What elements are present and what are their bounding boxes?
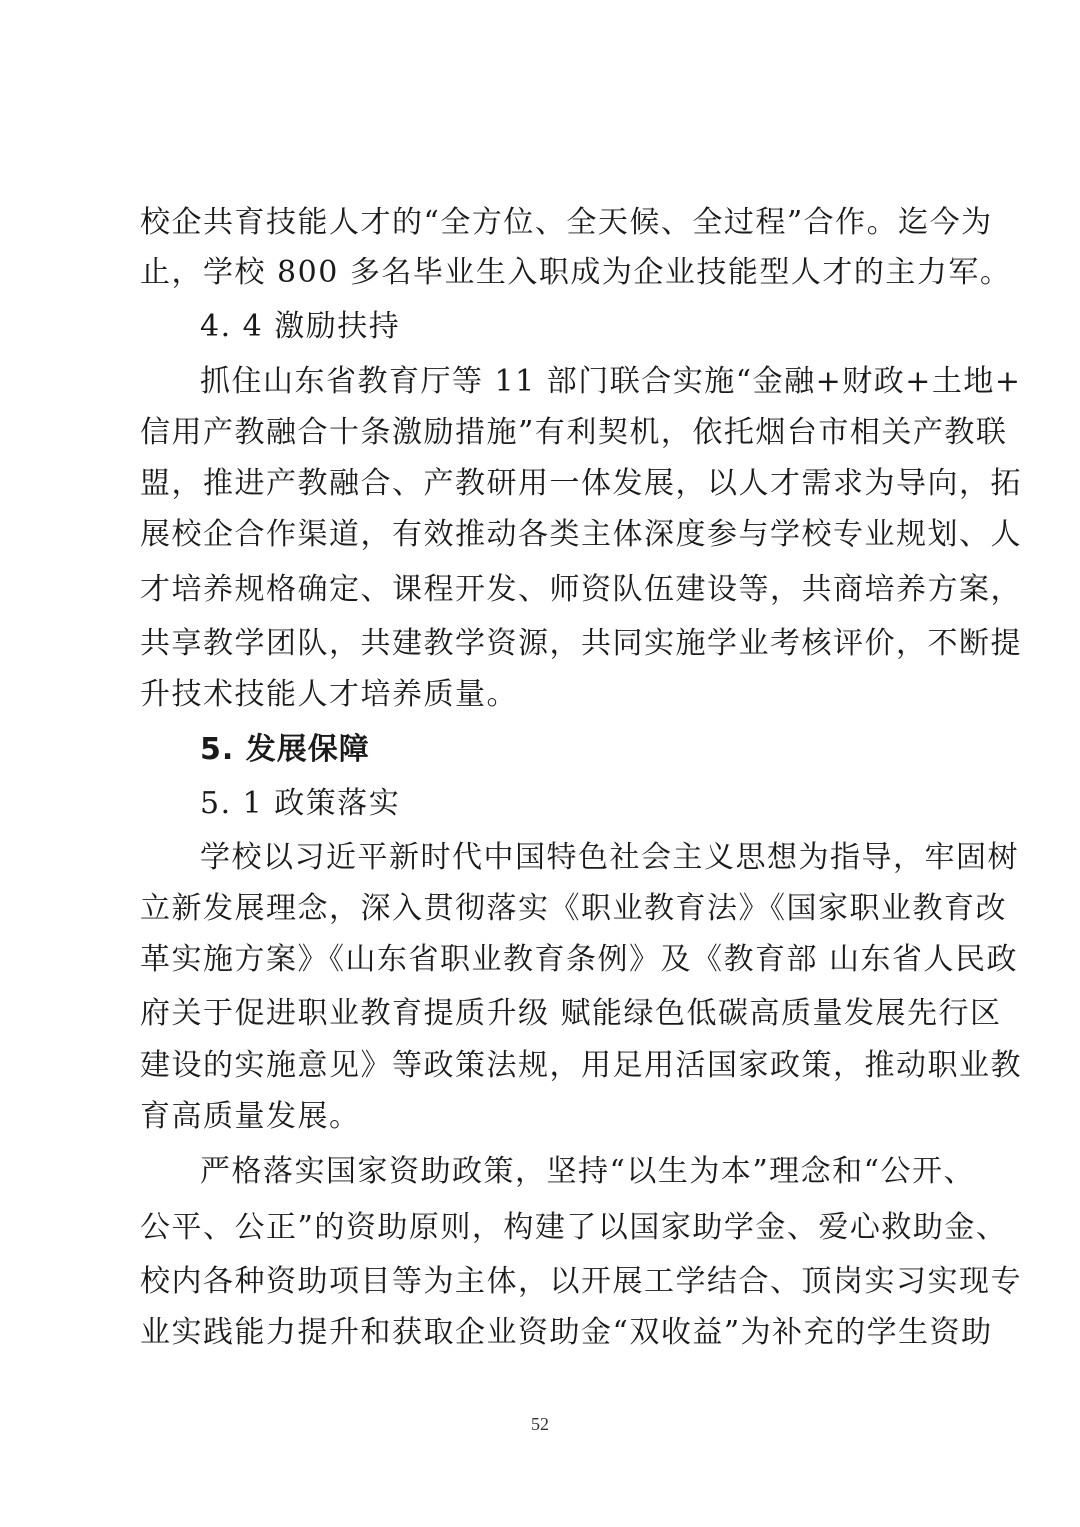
paragraph-line: 共享教学团队，共建教学资源，共同实施学业考核评价，不断提 — [140, 626, 1022, 661]
paragraph-line: 校企共育技能人才的“全方位、全天候、全过程”合作。迄今为 — [140, 205, 993, 240]
paragraph-line: 府关于促进职业教育提质升级 赋能绿色低碳高质量发展先行区 — [140, 996, 1002, 1031]
paragraph-line: 业实践能力提升和获取企业资助金“双收益”为补充的学生资助 — [140, 1315, 993, 1350]
paragraph-line: 学校以习近平新时代中国特色社会主义思想为指导，牢固树 — [200, 840, 1019, 875]
paragraph-line: 育高质量发展。 — [140, 1099, 361, 1134]
paragraph-line: 才培养规格确定、课程开发、师资队伍建设等，共商培养方案， — [140, 572, 1022, 607]
paragraph-line: 建设的实施意见》等政策法规，用足用活国家政策，推动职业教 — [140, 1048, 1022, 1083]
paragraph-line: 严格落实国家资助政策，坚持“以生为本”理念和“公开、 — [200, 1154, 976, 1189]
paragraph-line: 信用产教融合十条激励措施”有利契机，依托烟台市相关产教联 — [140, 415, 1008, 450]
section-heading-4-4: 4. 4 激励扶持 — [200, 309, 401, 344]
section-heading-5-1: 5. 1 政策落实 — [200, 786, 401, 821]
page-number: 52 — [531, 1414, 549, 1434]
paragraph-line: 公平、公正”的资助原则，构建了以国家助学金、爱心救助金、 — [140, 1210, 1008, 1245]
paragraph-line: 立新发展理念，深入贯彻落实《职业教育法》《国家职业教育改 — [140, 891, 1007, 926]
paragraph-line: 校内各种资助项目等为主体，以开展工学结合、顶岗实习实现专 — [140, 1264, 1022, 1299]
paragraph-line: 展校企合作渠道，有效推动各类主体深度参与学校专业规划、人 — [140, 517, 1022, 552]
paragraph-line: 盟，推进产教融合、产教研用一体发展，以人才需求为导向，拓 — [140, 466, 1022, 501]
paragraph-line: 革实施方案》《山东省职业教育条例》及《教育部 山东省人民政 — [140, 942, 1019, 977]
paragraph-line: 止，学校 800 多名毕业生入职成为企业技能型人才的主力军。 — [140, 255, 1012, 290]
paragraph-line: 升技术技能人才培养质量。 — [140, 677, 518, 712]
section-heading-5: 5. 发展保障 — [200, 732, 370, 767]
paragraph-line: 抓住山东省教育厅等 11 部门联合实施“金融+财政+土地+ — [200, 364, 1022, 399]
